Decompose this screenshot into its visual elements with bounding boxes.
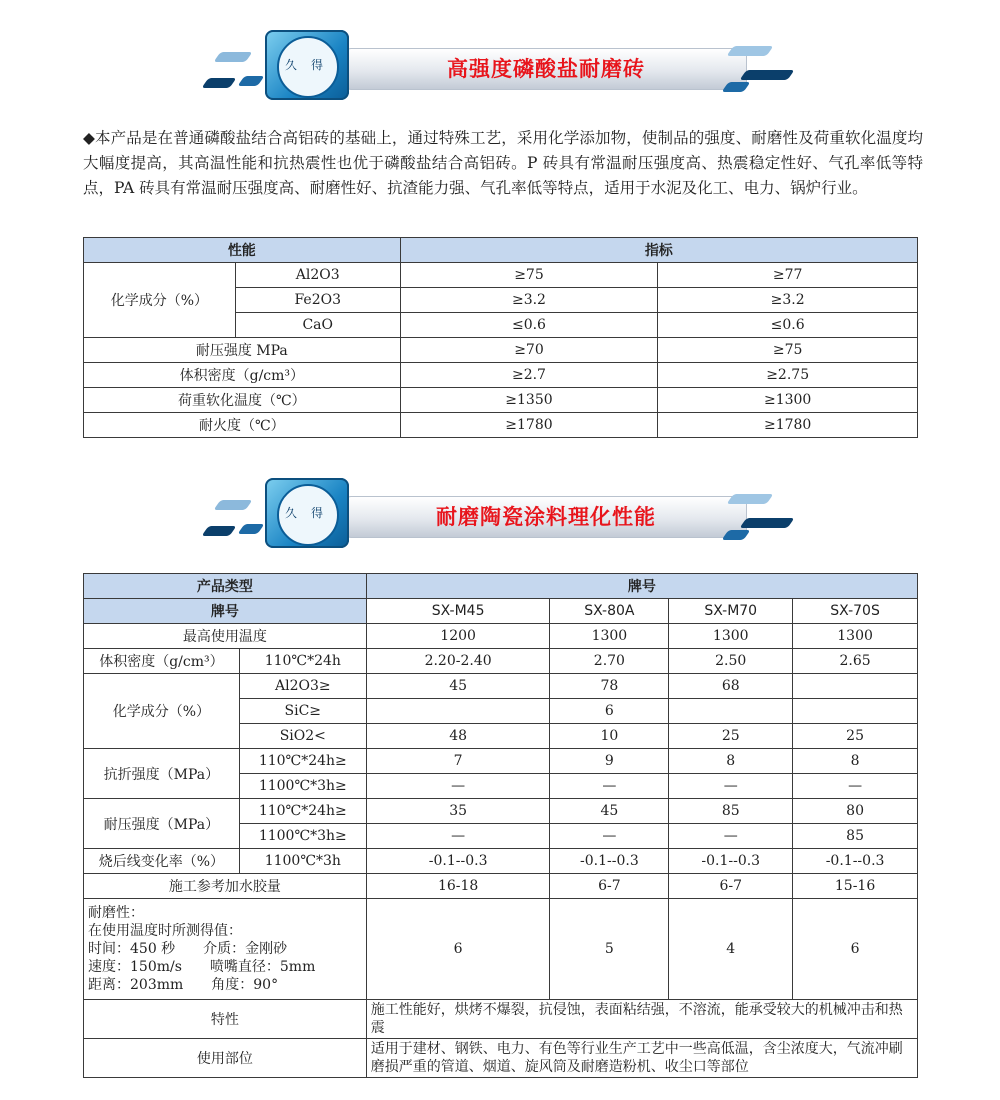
value-cell: — [669,774,793,799]
row-label: 抗折强度（MPa） [84,749,240,799]
logo-char-right: 得 [311,506,324,520]
row-label: 化学成分（%） [84,674,240,749]
value-cell: 1300 [669,624,793,649]
table-row [84,338,918,363]
table-row [84,1000,918,1039]
row-label: 体积密度（g/cm³） [84,649,240,674]
row-label: 使用部位 [84,1039,367,1078]
value-cell: 2.70 [550,649,669,674]
value-cell: 6-7 [550,874,669,899]
coating-properties-table [83,573,918,1078]
value-cell: ≥2.7 [400,363,658,388]
value-cell: 1300 [550,624,669,649]
value-cell: — [366,824,550,849]
banner-title-bar [345,48,747,90]
value-cell: — [793,774,918,799]
table-row [84,363,918,388]
row-sub: CaO [235,313,400,338]
decor-stripe [739,70,794,80]
value-cell: 45 [366,674,550,699]
header-product-type: 产品类型 [84,574,367,599]
value-cell: ≥2.75 [658,363,918,388]
row-condition: SiO2< [239,724,366,749]
value-cell: 9 [550,749,669,774]
value-cell: 35 [366,799,550,824]
value-cell: 6 [366,899,550,1000]
value-cell: — [550,824,669,849]
value-cell: — [550,774,669,799]
value-cell: ≥1300 [658,388,918,413]
value-cell: 4 [669,899,793,1000]
value-cell: -0.1--0.3 [793,849,918,874]
value-cell: 15-16 [793,874,918,899]
value-cell: — [669,824,793,849]
header-property: 性能 [84,238,401,263]
header-brand-row: 牌号 [84,599,367,624]
table-row [84,674,918,699]
value-cell: ≥3.2 [400,288,658,313]
brand-cell: SX-70S [793,599,918,624]
row-condition: 110℃*24h≥ [239,799,366,824]
table-header-row [84,599,918,624]
header-index: 指标 [400,238,917,263]
value-cell: 45 [550,799,669,824]
wear-line: 在使用温度时所测得值： [88,923,242,939]
header-brand: 牌号 [366,574,917,599]
row-label: 特性 [84,1000,367,1039]
row-label: 荷重软化温度（℃） [84,388,401,413]
table-row [84,413,918,438]
value-cell: 6 [793,899,918,1000]
value-cell: 25 [793,724,918,749]
value-cell: 16-18 [366,874,550,899]
wear-line: 距离：203mm 角度：90° [88,977,279,993]
row-condition: 1100℃*3h≥ [239,774,366,799]
value-cell: ≤0.6 [400,313,658,338]
wear-resistance-label [84,899,367,1000]
value-cell: ≥3.2 [658,288,918,313]
value-cell: 10 [550,724,669,749]
row-label: 施工参考加水胶量 [84,874,367,899]
value-cell [793,699,918,724]
value-cell: 85 [793,824,918,849]
value-cell: 1300 [793,624,918,649]
value-cell: 68 [669,674,793,699]
table-row [84,624,918,649]
value-cell: ≥77 [658,263,918,288]
table-row [84,1039,918,1078]
value-cell: 78 [550,674,669,699]
row-sub: Fe2O3 [235,288,400,313]
chem-label: 化学成分（%） [84,263,236,338]
brand-cell: SX-80A [550,599,669,624]
decor-stripe [726,46,773,56]
decor-stripe [739,518,794,528]
logo-char-left: 久 [285,506,298,520]
row-condition: 110℃*24h [239,649,366,674]
value-cell [793,674,918,699]
table-header-row [84,574,918,599]
value-cell [669,699,793,724]
banner-title-bar [345,496,747,538]
decor-stripe [213,52,252,62]
value-cell [366,699,550,724]
brand-cell: SX-M70 [669,599,793,624]
banner-1 [195,30,805,100]
row-sub: Al2O3 [235,263,400,288]
row-condition: 1100℃*3h≥ [239,824,366,849]
value-cell: 2.20-2.40 [366,649,550,674]
brand-logo [265,30,349,100]
decor-stripe [721,82,750,92]
banner-2 [195,478,805,548]
feature-text: 施工性能好，烘烤不爆裂，抗侵蚀，表面粘结强，不溶流，能承受较大的机械冲击和热震 [366,1000,917,1039]
banner-title: 高强度磷酸盐耐磨砖 [447,57,645,81]
value-cell: 2.50 [669,649,793,674]
value-cell: ≥1350 [400,388,658,413]
wear-line: 速度：150m/s 喷嘴直径：5mm [88,959,316,975]
table-row [84,799,918,824]
value-cell: 6 [550,699,669,724]
decor-stripe [237,76,264,86]
value-cell: -0.1--0.3 [366,849,550,874]
value-cell: 25 [669,724,793,749]
decor-stripe [213,500,252,510]
brand-logo [265,478,349,548]
row-condition: Al2O3≥ [239,674,366,699]
value-cell: 5 [550,899,669,1000]
table-row [84,874,918,899]
decor-stripe [201,526,236,536]
row-label: 耐火度（℃） [84,413,401,438]
brand-cell: SX-M45 [366,599,550,624]
decor-stripe [726,494,773,504]
value-cell: -0.1--0.3 [550,849,669,874]
logo-char-left: 久 [285,58,298,72]
row-label: 最高使用温度 [84,624,367,649]
table-row [84,649,918,674]
value-cell: 1200 [366,624,550,649]
table-row [84,899,918,1000]
value-cell: — [366,774,550,799]
decor-stripe [201,78,236,88]
value-cell: ≤0.6 [658,313,918,338]
banner-title: 耐磨陶瓷涂料理化性能 [436,505,656,529]
decor-stripe [237,524,264,534]
row-condition: 110℃*24h≥ [239,749,366,774]
usage-text: 适用于建材、钢铁、电力、有色等行业生产工艺中一些高低温，含尘浓度大，气流冲刷磨损严重的管道、烟道、旋风筒及耐磨造粉机、收尘口等部位 [366,1039,917,1078]
table-row [84,749,918,774]
table-header-row [84,238,918,263]
row-condition: 1100℃*3h [239,849,366,874]
row-label: 耐压强度（MPa） [84,799,240,849]
row-condition: SiC≥ [239,699,366,724]
row-label: 耐压强度 MPa [84,338,401,363]
row-label: 烧后线变化率（%） [84,849,240,874]
value-cell: 8 [669,749,793,774]
value-cell: ≥75 [400,263,658,288]
value-cell: 6-7 [669,874,793,899]
logo-char-right: 得 [311,58,324,72]
value-cell: 8 [793,749,918,774]
value-cell: ≥1780 [400,413,658,438]
table-row [84,263,918,288]
properties-table [83,237,918,438]
value-cell: 7 [366,749,550,774]
value-cell: -0.1--0.3 [669,849,793,874]
value-cell: 48 [366,724,550,749]
wear-line: 时间：450 秒 介质：金刚砂 [88,941,288,957]
value-cell: ≥1780 [658,413,918,438]
decor-stripe [721,530,750,540]
product-description: ◆本产品是在普通磷酸盐结合高铝砖的基础上，通过特殊工艺，采用化学添加物，使制品的强度、耐磨性及荷重软化温度均大幅度提高，其高温性能和抗热震性也优于磷酸盐结合高铝砖。P 砖具有常温耐压强度高、热震稳定性好、气孔率低等特点，PA 砖具有常温耐压强度高、耐磨性好、抗渣能力强、气孔率低等特点，适用于水泥及化工、电力、锅炉行业。 [83,129,923,197]
table-row [84,849,918,874]
wear-line: 耐磨性： [88,905,144,921]
value-cell: 80 [793,799,918,824]
value-cell: ≥75 [658,338,918,363]
row-label: 体积密度（g/cm³） [84,363,401,388]
value-cell: 85 [669,799,793,824]
value-cell: ≥70 [400,338,658,363]
table-row [84,388,918,413]
value-cell: 2.65 [793,649,918,674]
